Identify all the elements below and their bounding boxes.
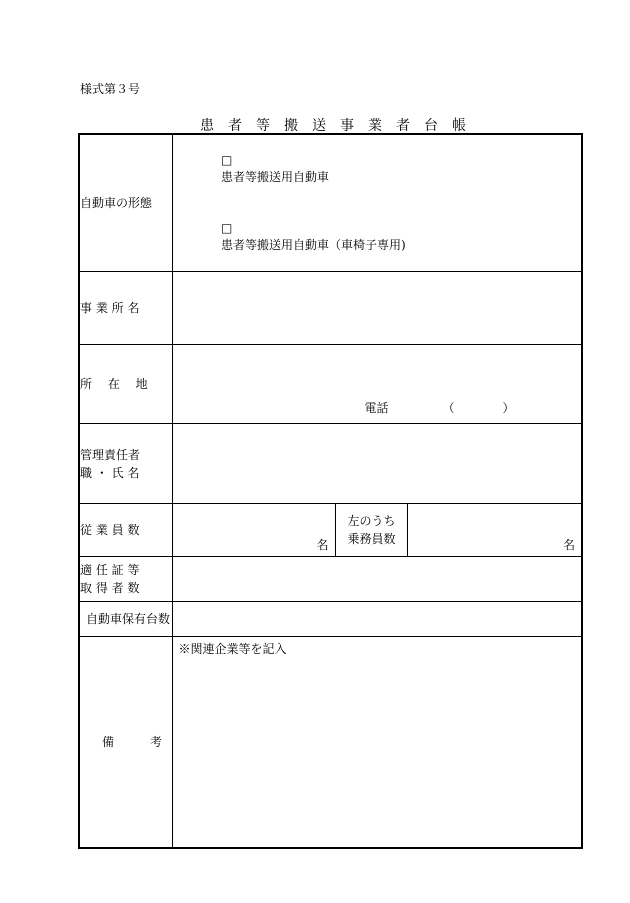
address-field[interactable] [172, 345, 582, 424]
crew-field[interactable] [407, 504, 582, 557]
remarks-row [79, 637, 582, 849]
vehicles-owned-field[interactable] [172, 602, 582, 637]
manager-label-line2: 職 ・ 氏 名 [80, 465, 140, 480]
crew-label [335, 504, 407, 557]
registry-form-table [78, 133, 583, 849]
remarks-label: 備 考 [79, 637, 172, 849]
address-row [79, 345, 582, 424]
option-label: 患者等搬送用自動車 [221, 170, 330, 184]
employees-field[interactable] [172, 504, 335, 557]
crew-label-line2: 乗務員数 [347, 532, 396, 546]
vehicle-type-options [172, 134, 582, 272]
option-label: 患者等搬送用自動車（車椅子専用) [221, 238, 406, 252]
qualified-field[interactable] [172, 557, 582, 602]
address-label: 所 在 地 [79, 345, 172, 424]
manager-label [79, 424, 172, 504]
option-patient-vehicle[interactable] [173, 135, 582, 203]
employees-label: 従 業 員 数 [79, 504, 172, 557]
manager-field[interactable] [172, 424, 582, 504]
vehicles-owned-row [79, 602, 582, 637]
checkbox-icon[interactable]: □ [221, 221, 233, 235]
qualified-row [79, 557, 582, 602]
remarks-note: ※関連企業等を記入 [178, 642, 287, 656]
vehicle-type-row [79, 134, 582, 272]
crew-label-line1: 左のうち [347, 514, 396, 528]
employees-unit: 名 [316, 538, 329, 552]
business-name-row [79, 272, 582, 345]
vehicle-type-label: 自動車の形態 [79, 134, 172, 272]
option-wheelchair-vehicle[interactable] [173, 203, 582, 271]
qualified-label-line2: 取 得 者 数 [80, 581, 140, 595]
form-number: 様式第３号 [80, 82, 141, 96]
vehicles-owned-label: 自動車保有台数 [79, 602, 172, 637]
manager-row [79, 424, 582, 504]
phone-label: 電話 （ ） [364, 401, 515, 415]
employees-row [79, 504, 582, 557]
document-title: 患 者 等 搬 送 事 業 者 台 帳 [200, 118, 466, 134]
manager-label-line1: 管理責任者 [80, 447, 141, 462]
qualified-label-line1: 適 任 証 等 [80, 563, 140, 577]
crew-unit: 名 [562, 538, 575, 552]
qualified-label [79, 557, 172, 602]
checkbox-icon[interactable]: □ [221, 153, 233, 167]
business-name-label: 事 業 所 名 [79, 272, 172, 345]
remarks-field[interactable] [172, 637, 582, 849]
business-name-field[interactable] [172, 272, 582, 345]
